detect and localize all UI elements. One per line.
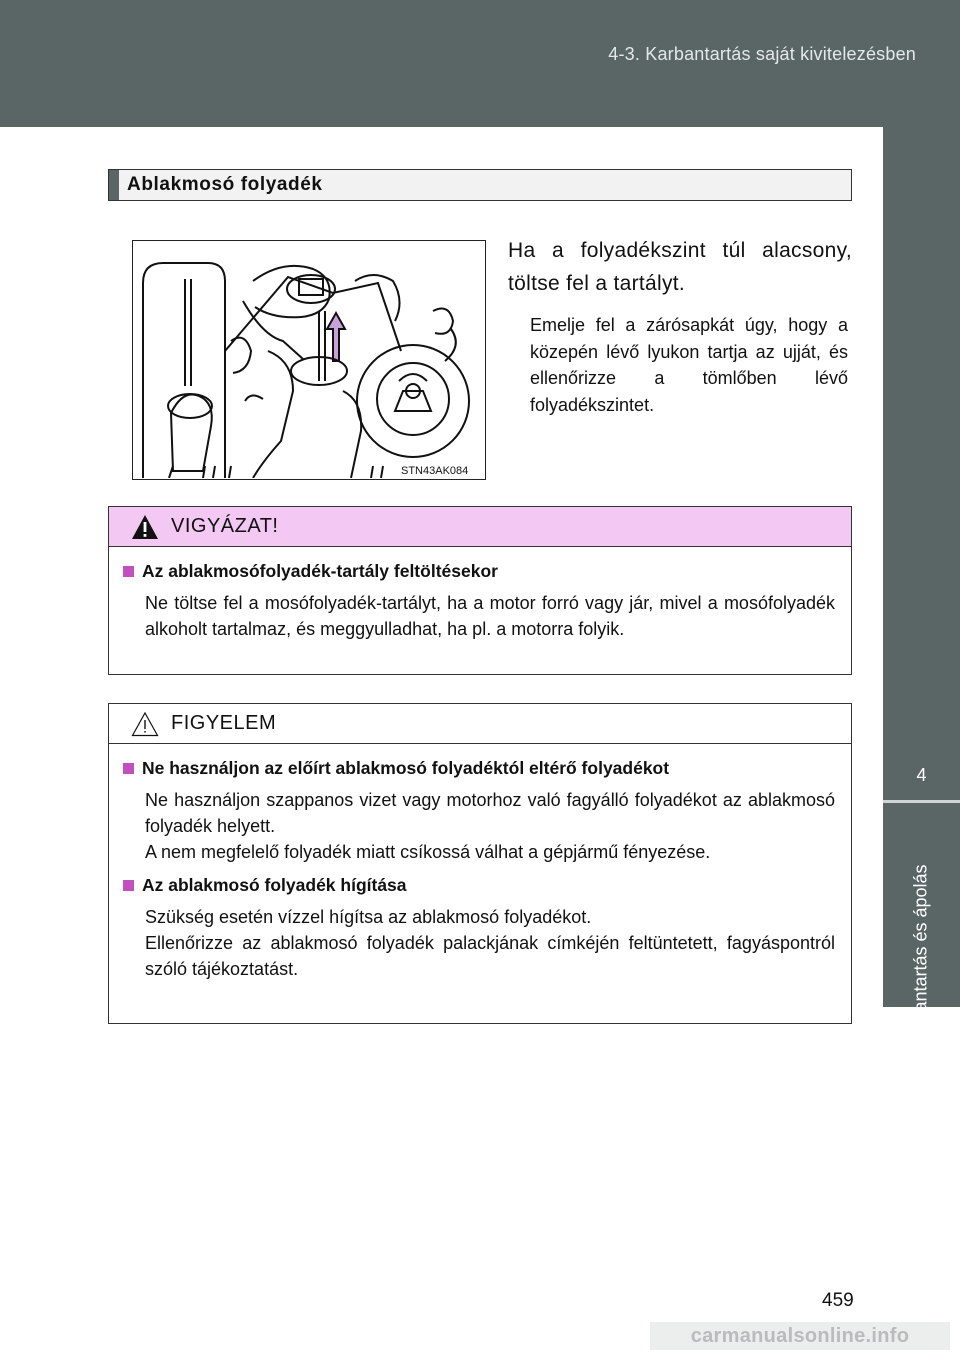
caution-item-line: Szükség esetén vízzel hígítsa az ablakmosó folyadékot. [145,907,592,927]
caution-box-body [109,744,851,982]
warning-title: VIGYÁZAT! [171,515,279,537]
watermark: carmanualsonline.info [650,1322,950,1350]
caution-item-title-text: Ne használjon az előírt ablakmosó folyadéktól eltérő folyadékot [142,758,670,778]
caution-item-line: A nem megfelelő folyadék miatt csíkossá válhat a gépjármű fényezése. [145,842,711,862]
header-section-title: 4-3. Karbantartás saját kivitelezésben [608,44,916,64]
caution-item-line: Ne használjon szappanos vizet vagy motorhoz való fagyálló folyadékot az ablakmosó folyadék helyett. [145,790,835,836]
warning-box [108,506,852,675]
caution-box [108,703,852,1024]
caution-box-header [109,704,851,744]
chapter-title: Karbantartás és ápolás [910,864,931,1050]
section-heading-text: Ablakmosó folyadék [127,174,323,195]
square-bullet-icon [123,566,134,577]
detail-text: Emelje fel a zárósapkát úgy, hogy a közepén lévő lyukon tartja az ujját, és ellenőrizze a tömlőben lévő folyadékszintet. [530,315,848,415]
intro-text: Ha a folyadékszint túl alacsony, töltse fel a tartályt. [508,239,852,295]
washer-reservoir-drawing [133,241,484,478]
caution-item-title [123,758,835,779]
illustration-code: STN43AK084 [401,465,469,477]
caution-item-line: Ellenőrizze az ablakmosó folyadék palackjának címkéjén feltüntetett, fagyáspontról szóló tájékoztatást. [145,933,835,979]
warning-item-title-text: Az ablakmosófolyadék-tartály feltöltésekor [142,561,498,581]
square-bullet-icon [123,763,134,774]
warning-item-title [123,561,835,582]
caution-item-title [123,875,835,896]
page-number: 459 [822,1290,854,1311]
section-heading-accent [109,170,119,200]
chapter-tab-divider [883,800,960,803]
section-heading [108,169,852,201]
chapter-side-tab [883,127,960,1050]
caution-item-text [145,787,835,865]
warning-item-line: Ne töltse fel a mosófolyadék-tartályt, ha a motor forró vagy jár, mivel a mosófolyadék alkoholt tartalmaz, és meggyulladhat, ha pl. a motorra folyik. [145,593,835,639]
header-bar [0,0,960,127]
square-bullet-icon [123,880,134,891]
caution-title: FIGYELEM [171,712,277,734]
caution-triangle-icon [131,711,159,737]
caution-item-title-text: Az ablakmosó folyadék hígítása [142,875,407,895]
chapter-number [883,759,960,791]
warning-box-header [109,507,851,547]
warning-item-text [145,590,835,642]
warning-box-body [109,547,851,642]
warning-triangle-icon [131,514,159,540]
chapter-number-label: 4 [916,764,927,785]
washer-fluid-illustration [132,240,486,480]
caution-item-text [145,904,835,982]
